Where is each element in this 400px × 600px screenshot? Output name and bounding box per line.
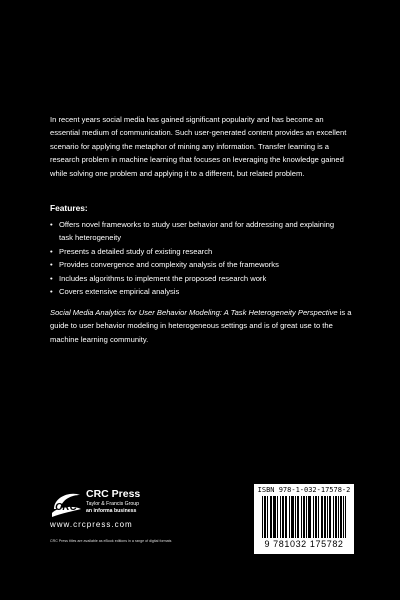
publisher-url[interactable]: www.crcpress.com bbox=[50, 520, 133, 529]
features-heading: Features: bbox=[50, 203, 88, 213]
book-title: Social Media Analytics for User Behavior Modeling: A Task Heterogeneity Perspective bbox=[50, 308, 338, 317]
feature-text: Presents a detailed study of existing research bbox=[59, 246, 213, 256]
feature-item bbox=[50, 258, 350, 271]
feature-text: Covers extensive empirical analysis bbox=[59, 287, 180, 297]
feature-item bbox=[50, 245, 350, 258]
feature-item bbox=[50, 218, 350, 245]
barcode-icon bbox=[262, 496, 346, 538]
bullet-icon: • bbox=[50, 246, 53, 256]
bullet-icon: • bbox=[50, 220, 53, 229]
isbn-barcode bbox=[254, 484, 354, 554]
ebook-footnote: CRC Press titles are available as eBook editions in a range of digital formats bbox=[50, 539, 172, 543]
summary-paragraph bbox=[50, 306, 354, 346]
publisher-group: Taylor & Francis Group bbox=[86, 501, 140, 507]
isbn-label: ISBN 978-1-032-17578-2 bbox=[257, 486, 351, 494]
bullet-icon: • bbox=[50, 287, 53, 297]
bullet-icon: • bbox=[50, 273, 53, 283]
crc-logo-icon bbox=[50, 489, 82, 519]
publisher-business: an informa business bbox=[86, 508, 137, 514]
feature-text: Provides convergence and complexity analysis of the frameworks bbox=[59, 260, 279, 270]
barcode-digits: 9 781032 175782 bbox=[264, 539, 344, 549]
svg-text:CRC: CRC bbox=[55, 502, 77, 513]
feature-item bbox=[50, 285, 350, 298]
publisher-name: CRC Press bbox=[86, 488, 141, 500]
intro-paragraph: In recent years social media has gained significant popularity and has become an essential medium of communication. Such user-generated content provides an excellent scenario for applying the metaphor of mining any information. Transfer learning is a research problem in machine learning that focuses on leveraging the knowledge gained while solving one problem and applying it to a different, but related problem. bbox=[50, 115, 347, 178]
summary-text: is a guide to user behavior modeling in heterogeneous settings and is of great use to the machine learning community. bbox=[50, 308, 352, 344]
feature-text: Offers novel frameworks to study user behavior and for addressing and explaining task heterogeneity bbox=[59, 220, 335, 243]
feature-text: Includes algorithms to implement the proposed research work bbox=[59, 273, 267, 283]
features-list bbox=[50, 218, 350, 298]
feature-item bbox=[50, 272, 350, 285]
bullet-icon: • bbox=[50, 260, 53, 270]
